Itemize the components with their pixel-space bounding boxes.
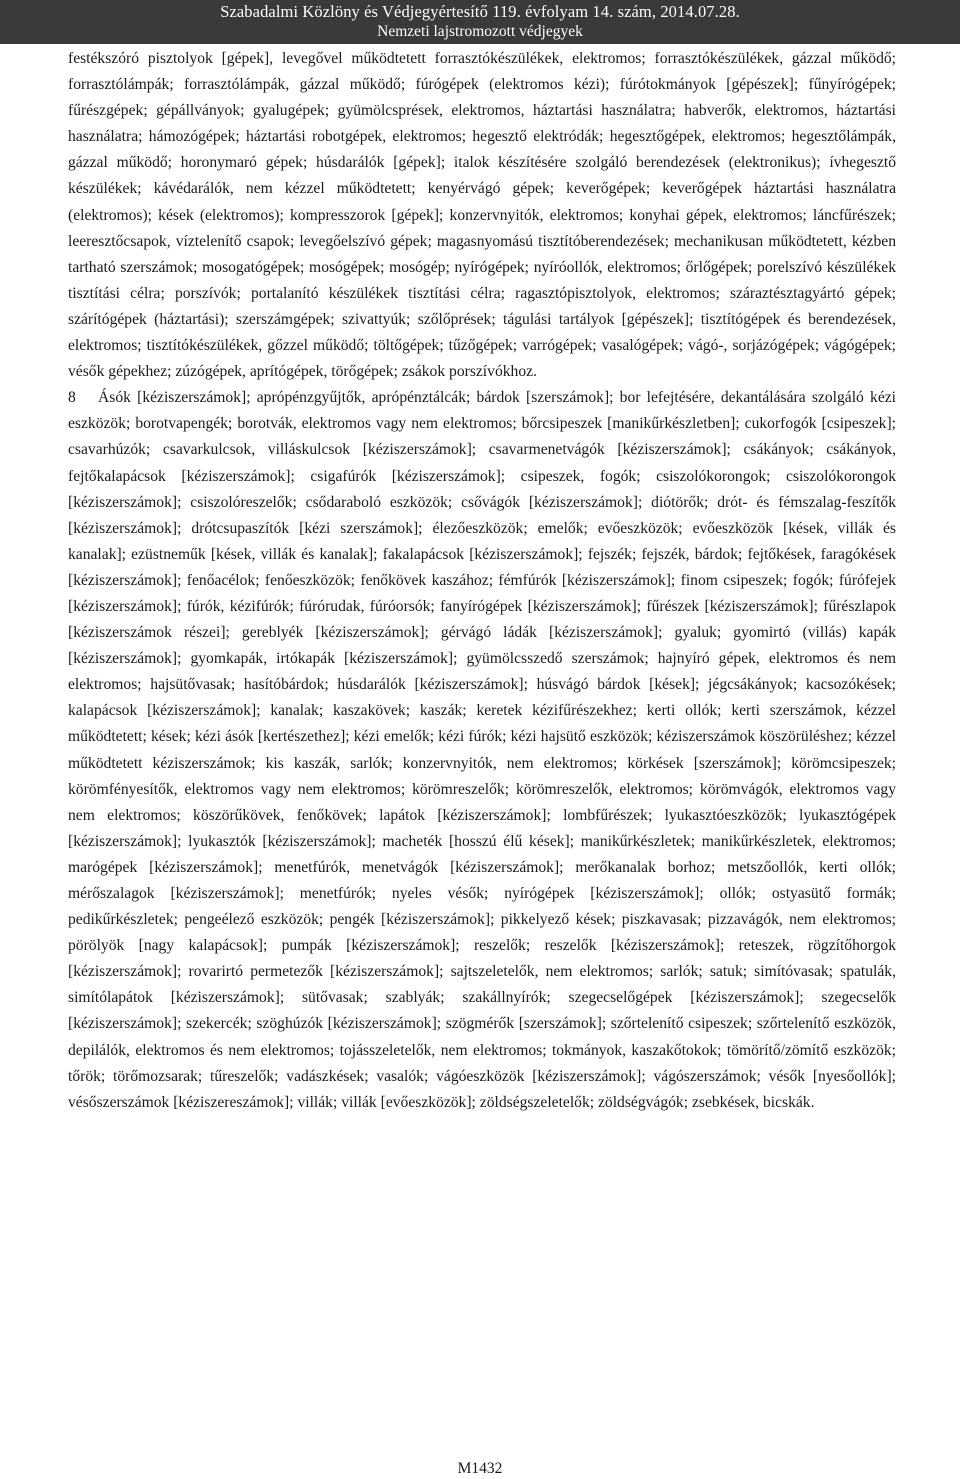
page-body xyxy=(68,46,896,1116)
page-footer xyxy=(0,1459,960,1479)
class-entry xyxy=(68,385,896,1116)
goods-list-continuation: festékszóró pisztolyok [gépek], levegővel működtetett forrasztókészülékek, elektromos; forrasztókészülékek, gázzal működő; forrasztólámpák; forrasztólámpák, gázzal működő; fúrógépek (elektromos kézi); fúrótokmányok [gépészek]; fűnyírógépek; fűrészgépek; gépállványok; gyalugépek; gyümölcsprések, elektromos, háztartási használatra; habverők, elektromos, háztartási használatra; hámozógépek; háztartási robotgépek, elektromos; hegesztő elektródák; hegesztőgépek, elektromos; hegesztőlámpák, gázzal működő; horonymaró gépek; húsdarálók [gépek]; italok készítésére szolgáló berendezések (elektronikus); ívhegesztő készülékek; kávédarálók, nem kézzel működtetett; kenyérvágó gépek; keverőgépek; keverőgépek háztartási használatra (elektromos); kések (elektromos); kompresszorok [gépek]; konzervnyitók, elektromos; konyhai gépek, elektromos; láncfűrészek; leeresztőcsapok, víztelenítő csapok; levegőelszívó gépek; magasnyomású tisztítóberendezések; mechanikusan működtetett, kézben tartható szerszámok; mosogatógépek; mosógépek; mosógép; nyírógépek; nyíróollók, elektromos; őrlőgépek; porelszívó készülékek tisztítási célra; porszívók; portalanító készülékek tisztítási célra; ragasztópisztolyok, elektromos; száraztésztagyártó gépek; szárítógépek (háztartási); szerszámgépek; szivattyúk; szőlőprések; tágulási tartályok [gépészek]; tisztítógépek és berendezések, elektromos; tisztítókészülékek, gőzzel működő; töltőgépek; tűzőgépek; varrógépek; vasalógépek; vágó-, sorjázógépek; vágógépek; vésők gépekhez; zúzógépek, aprítógépek, törőgépek; zsákok porszívókhoz. xyxy=(68,50,896,381)
class-number: 8 xyxy=(68,389,76,407)
class-goods-list: Ásók [kéziszerszámok]; aprópénzgyűjtők, aprópénztálcák; bárdok [szerszámok]; bor lefejtésére, dekantálására szolgáló kézi eszközök; borotvapengék; borotvák, elektromos vagy nem elektromos; bőrcsipeszek [manikűrkészletben]; cukorfogók [csipeszek]; csavarhúzók; csavarkulcsok, villáskulcsok [kéziszerszámok]; csavarmenetvágók [kéziszerszámok]; csákányok; csákányok, fejtőkalapácsok [kéziszerszámok]; csigafúrók [kéziszerszámok]; csipeszek, fogók; csiszolókorongok; csiszolókorongok [kéziszerszámok]; csiszolóreszelők; csődaraboló eszközök; csővágók [kéziszerszámok]; diótörők; drót- és fémszalag-feszítők [kéziszerszámok]; drótcsupaszítók [kézi szerszámok]; élezőeszközök; emelők; evőeszközök; evőeszközök [kések, villák és kanalak]; ezüstneműk [kések, villák és kanalak]; fakalapácsok [kéziszerszámok]; fejszék; fejszék, bárdok; fejtőkések, faragókések [kéziszerszámok]; fenőacélok; fenőeszközök; fenőkövek kaszához; fémfúrók [kéziszerszámok]; finom csipeszek; fogók; fúrófejek [kéziszerszámok]; fúrók, kézifúrók; fúrórudak, fúróorsók; fanyírógépek [kéziszerszámok]; fűrészek [kéziszerszámok]; fűrészlapok [kéziszerszámok részei]; gereblyék [kéziszerszámok]; gérvágó ládák [kéziszerszámok]; gyaluk; gyomirtó (villás) kapák [kéziszerszámok]; gyomkapák, irtókapák [kéziszerszámok]; gyümölcsszedő szerszámok; hajnyíró gépek, elektromos és nem elektromos; hajsütővasak; hasítóbárdok; húsdarálók [kéziszerszámok]; húsvágó bárdok [kések]; jégcsákányok; kacsozókések; kalapácsok [kéziszerszámok]; kanalak; kaszakövek; kaszák; keretek kézifűrészekhez; kerti ollók; kerti szerszámok, kézzel működtetett; kések; kézi ásók [kertészethez]; kézi emelők; kézi fúrók; kézi hajsütő eszközök; kéziszerszámok köszörüléshez; kézzel működtetett kéziszerszámok; kis kaszák, sarlók; konzervnyitók, nem elektromos; körkések [szerszámok]; körömcsipeszek; körömfényesítők, elektromos vagy nem elektromos; körömreszelők; körömreszelők, elektromos; körömvágók, elektromos vagy nem elektromos; köszörűkövek, fenőkövek; lapátok [kéziszerszámok]; lombfűrészek; lyukasztóeszközök; lyukasztógépek [kéziszerszámok]; lyukasztók [kéziszerszámok]; macheték [hosszú élű kések]; manikűrkészletek; manikűrkészletek, elektromos; marógépek [kéziszerszámok]; menetfúrók, menetvágók [kéziszerszámok]; merőkanalak borhoz; metszőollók, kerti ollók; mérőszalagok [kéziszerszámok]; menetfúrók; nyeles vésők; nyírógépek [kéziszerszámok]; ollók; ostyasütő formák; pedikűrkészletek; pengeélező eszközök; pengék [kéziszerszámok]; pikkelyező kések; piszkavasak; pizzavágók, nem elektromos; pörölyök [nagy kalapácsok]; pumpák [kéziszerszámok]; reszelők; reszelők [kéziszerszámok]; reteszek, rögzítőhorgok [kéziszerszámok]; rovarirtó permetezők [kéziszerszámok]; sajtszeletelők, nem elektromos; sarlók; satuk; simítóvasak; spatulák, simítólapátok [kéziszerszámok]; sütővasak; szablyák; szakállnyírók; szegecselőgépek [kéziszerszámok]; szegecselők [kéziszerszámok]; szekercék; szöghúzók [kéziszerszámok]; szögmérők [szerszámok]; szőrtelenítő csipeszek; szőrtelenítő eszközök, depilálók, elektromos és nem elektromos; tojásszeletelők, nem elektromos; tokmányok, kaszakőtokok; tömörítő/zömítő eszközök; tőrök; törőmozsarak; tűreszelők; vadászkések; vasalók; vágóeszközök [kéziszerszámok]; vágószerszámok; vésők [nyesőollók]; vésőszerszámok [kéziszereszámok]; villák; villák [evőeszközök]; zöldségszeletelők; zöldségvágók; zsebkések, bicskák. xyxy=(68,389,896,1111)
page-number: M1432 xyxy=(457,1460,503,1477)
page-header xyxy=(0,0,960,44)
journal-title: Szabadalmi Közlöny és Védjegyértesítő 119. évfolyam 14. szám, 2014.07.28. xyxy=(220,2,740,21)
section-title: Nemzeti lajstromozott védjegyek xyxy=(377,23,583,40)
